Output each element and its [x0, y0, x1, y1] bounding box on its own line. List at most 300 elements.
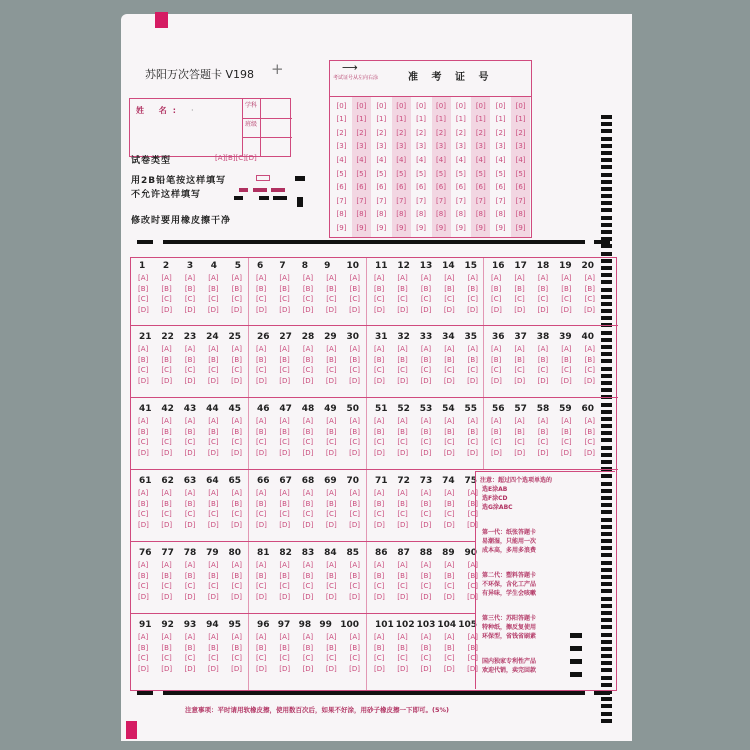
answer-bubble[interactable]: [A] — [138, 345, 149, 353]
answer-bubble[interactable]: [A] — [537, 274, 549, 282]
answer-bubble[interactable]: [A] — [444, 561, 455, 569]
answer-bubble[interactable]: [A] — [467, 417, 478, 425]
answer-bubble[interactable]: [A] — [467, 274, 478, 282]
answer-bubble[interactable]: [B] — [231, 643, 242, 652]
answer-bubble[interactable]: [C] — [302, 582, 314, 591]
answer-bubble[interactable]: [D] — [184, 376, 196, 385]
answer-bubble[interactable]: [A] — [467, 345, 478, 353]
exam-digit-bubble[interactable]: [5] — [416, 169, 427, 178]
answer-bubble[interactable]: [C] — [231, 366, 242, 375]
answer-bubble[interactable]: [C] — [420, 510, 432, 519]
answer-bubble[interactable]: [C] — [302, 295, 314, 304]
answer-bubble[interactable]: [B] — [138, 571, 149, 580]
answer-bubble[interactable]: [B] — [374, 284, 385, 293]
answer-bubble[interactable]: [A] — [161, 274, 172, 282]
answer-bubble[interactable]: [D] — [184, 305, 196, 314]
answer-bubble[interactable]: [A] — [561, 345, 572, 353]
answer-bubble[interactable]: [C] — [374, 510, 385, 519]
answer-bubble[interactable]: [A] — [256, 561, 267, 569]
answer-bubble[interactable]: [D] — [420, 376, 432, 385]
answer-bubble[interactable]: [C] — [231, 654, 242, 663]
exam-digit-bubble[interactable]: [2] — [475, 128, 486, 137]
answer-bubble[interactable]: [C] — [231, 295, 242, 304]
answer-bubble[interactable]: [A] — [231, 274, 242, 282]
answer-bubble[interactable]: [D] — [397, 376, 409, 385]
answer-bubble[interactable]: [A] — [231, 633, 242, 641]
answer-bubble[interactable]: [B] — [467, 571, 478, 580]
answer-bubble[interactable]: [C] — [397, 654, 408, 663]
answer-bubble[interactable]: [D] — [349, 376, 360, 385]
exam-digit-bubble[interactable]: [2] — [356, 128, 367, 137]
answer-bubble[interactable]: [B] — [302, 643, 314, 652]
answer-bubble[interactable]: [A] — [161, 561, 172, 569]
answer-bubble[interactable]: [D] — [514, 448, 526, 457]
answer-bubble[interactable]: [C] — [444, 366, 455, 375]
answer-bubble[interactable]: [B] — [467, 284, 478, 293]
exam-digit-bubble[interactable]: [1] — [436, 115, 446, 124]
answer-bubble[interactable]: [A] — [256, 274, 267, 282]
exam-digit-bubble[interactable]: [7] — [436, 196, 446, 205]
answer-bubble[interactable]: [C] — [208, 295, 219, 304]
answer-bubble[interactable]: [D] — [207, 305, 219, 314]
answer-bubble[interactable]: [A] — [184, 417, 196, 425]
answer-bubble[interactable]: [C] — [491, 438, 502, 447]
exam-digit-bubble[interactable]: [4] — [376, 155, 387, 164]
answer-bubble[interactable]: [C] — [326, 366, 337, 375]
answer-bubble[interactable]: [B] — [467, 355, 478, 364]
exam-digit-bubble[interactable]: [6] — [356, 183, 367, 192]
answer-bubble[interactable]: [B] — [138, 643, 149, 652]
exam-digit-bubble[interactable]: [9] — [356, 223, 367, 232]
answer-bubble[interactable]: [B] — [584, 284, 595, 293]
answer-bubble[interactable]: [B] — [326, 355, 337, 364]
answer-bubble[interactable]: [B] — [208, 355, 219, 364]
exam-digit-bubble[interactable]: [0] — [416, 101, 427, 110]
answer-bubble[interactable]: [D] — [256, 448, 267, 457]
answer-bubble[interactable]: [A] — [397, 633, 408, 641]
exam-digit-bubble[interactable]: [5] — [455, 169, 466, 178]
answer-bubble[interactable]: [A] — [256, 633, 267, 641]
answer-bubble[interactable]: [A] — [420, 417, 432, 425]
exam-digit-bubble[interactable]: [7] — [336, 196, 347, 205]
exam-digit-bubble[interactable]: [9] — [376, 223, 387, 232]
answer-bubble[interactable]: [A] — [208, 633, 219, 641]
answer-bubble[interactable]: [C] — [161, 510, 172, 519]
answer-bubble[interactable]: [D] — [467, 592, 478, 601]
answer-bubble[interactable]: [D] — [256, 520, 267, 529]
answer-bubble[interactable]: [A] — [326, 561, 337, 569]
answer-bubble[interactable]: [D] — [491, 448, 502, 457]
answer-bubble[interactable]: [A] — [444, 633, 455, 641]
answer-bubble[interactable]: [D] — [467, 664, 478, 673]
exam-digit-bubble[interactable]: [2] — [396, 128, 407, 137]
answer-bubble[interactable]: [C] — [420, 582, 432, 591]
answer-bubble[interactable]: [C] — [561, 438, 572, 447]
answer-bubble[interactable]: [D] — [279, 448, 291, 457]
exam-digit-bubble[interactable]: [3] — [515, 142, 526, 151]
answer-bubble[interactable]: [B] — [302, 571, 314, 580]
answer-bubble[interactable]: [A] — [349, 633, 360, 641]
answer-bubble[interactable]: [A] — [420, 561, 432, 569]
answer-bubble[interactable]: [B] — [374, 643, 385, 652]
exam-digit-bubble[interactable]: [7] — [495, 196, 506, 205]
answer-bubble[interactable]: [D] — [514, 305, 526, 314]
answer-bubble[interactable]: [C] — [420, 438, 432, 447]
answer-bubble[interactable]: [A] — [184, 633, 196, 641]
answer-bubble[interactable]: [A] — [302, 633, 314, 641]
exam-digit-bubble[interactable]: [6] — [515, 183, 526, 192]
exam-digit-bubble[interactable]: [8] — [515, 210, 526, 219]
answer-bubble[interactable]: [C] — [138, 438, 149, 447]
answer-bubble[interactable]: [B] — [349, 284, 360, 293]
exam-digit-bubble[interactable]: [9] — [396, 223, 407, 232]
answer-bubble[interactable]: [C] — [184, 582, 196, 591]
answer-bubble[interactable]: [A] — [349, 561, 360, 569]
answer-bubble[interactable]: [A] — [279, 345, 290, 353]
answer-bubble[interactable]: [D] — [325, 448, 337, 457]
answer-bubble[interactable]: [D] — [231, 664, 242, 673]
answer-bubble[interactable]: [A] — [302, 489, 314, 497]
answer-bubble[interactable]: [C] — [326, 654, 337, 663]
exam-digit-bubble[interactable]: [9] — [495, 223, 506, 232]
answer-bubble[interactable]: [B] — [420, 427, 432, 436]
answer-bubble[interactable]: [A] — [374, 417, 385, 425]
answer-bubble[interactable]: [D] — [279, 376, 291, 385]
exam-digit-bubble[interactable]: [4] — [356, 155, 367, 164]
exam-digit-bubble[interactable]: [3] — [455, 142, 466, 151]
answer-bubble[interactable]: [A] — [420, 633, 432, 641]
answer-bubble[interactable]: [A] — [467, 561, 478, 569]
answer-bubble[interactable]: [B] — [231, 499, 242, 508]
answer-bubble[interactable]: [D] — [443, 520, 455, 529]
answer-bubble[interactable]: [B] — [537, 284, 549, 293]
answer-bubble[interactable]: [B] — [444, 284, 455, 293]
answer-bubble[interactable]: [B] — [326, 571, 337, 580]
answer-bubble[interactable]: [C] — [256, 582, 267, 591]
exam-digit-bubble[interactable]: [9] — [336, 223, 347, 232]
answer-bubble[interactable]: [C] — [231, 438, 242, 447]
answer-bubble[interactable]: [D] — [374, 376, 385, 385]
answer-bubble[interactable]: [C] — [467, 654, 478, 663]
answer-bubble[interactable]: [C] — [138, 654, 149, 663]
answer-bubble[interactable]: [D] — [537, 448, 549, 457]
exam-digit-bubble[interactable]: [9] — [436, 223, 446, 232]
exam-digit-bubble[interactable]: [8] — [396, 210, 407, 219]
answer-bubble[interactable]: [C] — [256, 295, 267, 304]
answer-bubble[interactable]: [A] — [420, 489, 432, 497]
answer-bubble[interactable]: [B] — [231, 427, 242, 436]
answer-bubble[interactable]: [D] — [207, 592, 219, 601]
answer-bubble[interactable]: [C] — [537, 438, 549, 447]
exam-digit-bubble[interactable]: [2] — [376, 128, 387, 137]
answer-bubble[interactable]: [B] — [138, 284, 149, 293]
answer-bubble[interactable]: [B] — [161, 427, 172, 436]
answer-bubble[interactable]: [B] — [326, 284, 337, 293]
answer-bubble[interactable]: [B] — [467, 643, 478, 652]
exam-digit-bubble[interactable]: [2] — [515, 128, 526, 137]
answer-bubble[interactable]: [C] — [279, 438, 290, 447]
exam-digit-bubble[interactable]: [2] — [436, 128, 446, 137]
answer-bubble[interactable]: [C] — [279, 366, 290, 375]
answer-bubble[interactable]: [A] — [302, 561, 314, 569]
answer-bubble[interactable]: [C] — [256, 438, 267, 447]
answer-bubble[interactable]: [D] — [231, 520, 242, 529]
exam-digit-bubble[interactable]: [3] — [416, 142, 427, 151]
answer-bubble[interactable]: [D] — [184, 448, 196, 457]
answer-bubble[interactable]: [A] — [397, 489, 408, 497]
answer-bubble[interactable]: [B] — [256, 643, 267, 652]
answer-bubble[interactable]: [D] — [138, 448, 149, 457]
answer-bubble[interactable]: [C] — [279, 654, 290, 663]
answer-bubble[interactable]: [C] — [326, 438, 337, 447]
answer-bubble[interactable]: [C] — [444, 295, 455, 304]
answer-bubble[interactable]: [C] — [231, 510, 242, 519]
answer-bubble[interactable]: [B] — [349, 427, 360, 436]
answer-bubble[interactable]: [B] — [256, 284, 267, 293]
answer-bubble[interactable]: [D] — [443, 448, 455, 457]
answer-bubble[interactable]: [A] — [514, 417, 525, 425]
answer-bubble[interactable]: [B] — [138, 499, 149, 508]
answer-bubble[interactable]: [A] — [326, 274, 337, 282]
answer-bubble[interactable]: [A] — [326, 417, 337, 425]
answer-bubble[interactable]: [A] — [397, 561, 408, 569]
exam-digit-bubble[interactable]: [9] — [475, 223, 486, 232]
answer-bubble[interactable]: [A] — [514, 274, 525, 282]
answer-bubble[interactable]: [B] — [420, 643, 432, 652]
answer-bubble[interactable]: [B] — [444, 355, 455, 364]
answer-bubble[interactable]: [C] — [420, 295, 432, 304]
answer-bubble[interactable]: [D] — [256, 664, 267, 673]
answer-bubble[interactable]: [D] — [302, 520, 314, 529]
exam-digit-bubble[interactable]: [0] — [455, 101, 466, 110]
answer-bubble[interactable]: [C] — [397, 510, 408, 519]
answer-bubble[interactable]: [C] — [279, 295, 290, 304]
answer-bubble[interactable]: [A] — [302, 345, 314, 353]
answer-bubble[interactable]: [D] — [161, 664, 173, 673]
exam-digit-bubble[interactable]: [1] — [396, 115, 407, 124]
answer-bubble[interactable]: [C] — [184, 654, 196, 663]
answer-bubble[interactable]: [A] — [208, 345, 219, 353]
answer-bubble[interactable]: [A] — [279, 489, 290, 497]
answer-bubble[interactable]: [B] — [302, 499, 314, 508]
answer-bubble[interactable]: [C] — [349, 438, 360, 447]
answer-bubble[interactable]: [B] — [397, 284, 408, 293]
answer-bubble[interactable]: [C] — [467, 438, 478, 447]
answer-bubble[interactable]: [A] — [444, 417, 455, 425]
answer-bubble[interactable]: [B] — [161, 571, 172, 580]
answer-bubble[interactable]: [D] — [420, 448, 432, 457]
answer-bubble[interactable]: [B] — [374, 571, 385, 580]
answer-bubble[interactable]: [A] — [184, 561, 196, 569]
answer-bubble[interactable]: [D] — [397, 448, 409, 457]
answer-bubble[interactable]: [A] — [584, 345, 595, 353]
answer-bubble[interactable]: [B] — [537, 427, 549, 436]
answer-bubble[interactable]: [B] — [138, 355, 149, 364]
answer-bubble[interactable]: [D] — [397, 664, 409, 673]
answer-bubble[interactable]: [B] — [279, 355, 290, 364]
answer-bubble[interactable]: [C] — [420, 654, 432, 663]
answer-bubble[interactable]: [C] — [138, 510, 149, 519]
answer-bubble[interactable]: [C] — [161, 366, 172, 375]
answer-bubble[interactable]: [B] — [374, 355, 385, 364]
answer-bubble[interactable]: [B] — [561, 427, 572, 436]
answer-bubble[interactable]: [D] — [467, 448, 478, 457]
answer-bubble[interactable]: [D] — [397, 520, 409, 529]
answer-bubble[interactable]: [B] — [397, 499, 408, 508]
exam-digit-bubble[interactable]: [9] — [455, 223, 466, 232]
answer-bubble[interactable]: [A] — [256, 417, 267, 425]
answer-bubble[interactable]: [D] — [374, 305, 385, 314]
exam-digit-bubble[interactable]: [1] — [455, 115, 466, 124]
answer-bubble[interactable]: [C] — [420, 366, 432, 375]
answer-bubble[interactable]: [A] — [349, 417, 360, 425]
exam-digit-bubble[interactable]: [0] — [515, 101, 526, 110]
answer-bubble[interactable]: [B] — [279, 499, 290, 508]
answer-bubble[interactable]: [C] — [374, 438, 385, 447]
exam-digit-bubble[interactable]: [3] — [396, 142, 407, 151]
answer-bubble[interactable]: [A] — [491, 417, 502, 425]
answer-bubble[interactable]: [A] — [302, 417, 314, 425]
answer-bubble[interactable]: [A] — [208, 274, 219, 282]
exam-digit-bubble[interactable]: [9] — [515, 223, 526, 232]
answer-bubble[interactable]: [C] — [514, 366, 525, 375]
answer-bubble[interactable]: [A] — [326, 345, 337, 353]
answer-bubble[interactable]: [C] — [467, 366, 478, 375]
answer-bubble[interactable]: [A] — [208, 417, 219, 425]
answer-bubble[interactable]: [C] — [467, 295, 478, 304]
exam-digit-bubble[interactable]: [7] — [416, 196, 427, 205]
exam-digit-bubble[interactable]: [6] — [376, 183, 387, 192]
exam-digit-bubble[interactable]: [6] — [416, 183, 427, 192]
answer-bubble[interactable]: [D] — [514, 376, 526, 385]
answer-bubble[interactable]: [D] — [207, 664, 219, 673]
answer-bubble[interactable]: [A] — [184, 489, 196, 497]
answer-bubble[interactable]: [C] — [584, 438, 595, 447]
answer-bubble[interactable]: [D] — [161, 520, 173, 529]
answer-bubble[interactable]: [B] — [208, 284, 219, 293]
exam-digit-bubble[interactable]: [7] — [455, 196, 466, 205]
answer-bubble[interactable]: [A] — [138, 417, 149, 425]
answer-bubble[interactable]: [A] — [397, 417, 408, 425]
answer-bubble[interactable]: [B] — [584, 427, 595, 436]
answer-bubble[interactable]: [B] — [374, 499, 385, 508]
exam-digit-bubble[interactable]: [8] — [356, 210, 367, 219]
exam-digit-bubble[interactable]: [2] — [336, 128, 347, 137]
answer-bubble[interactable]: [C] — [138, 295, 149, 304]
exam-digit-bubble[interactable]: [5] — [436, 169, 446, 178]
answer-bubble[interactable]: [B] — [302, 427, 314, 436]
answer-bubble[interactable]: [D] — [207, 520, 219, 529]
exam-digit-bubble[interactable]: [3] — [356, 142, 367, 151]
answer-bubble[interactable]: [D] — [325, 520, 337, 529]
exam-digit-bubble[interactable]: [5] — [356, 169, 367, 178]
exam-digit-bubble[interactable]: [0] — [436, 101, 446, 110]
exam-digit-bubble[interactable]: [8] — [376, 210, 387, 219]
answer-bubble[interactable]: [C] — [491, 366, 502, 375]
answer-bubble[interactable]: [B] — [256, 355, 267, 364]
answer-bubble[interactable]: [D] — [302, 305, 314, 314]
answer-bubble[interactable]: [B] — [208, 427, 219, 436]
exam-digit-bubble[interactable]: [3] — [475, 142, 486, 151]
exam-digit-bubble[interactable]: [0] — [376, 101, 387, 110]
answer-bubble[interactable]: [B] — [184, 571, 196, 580]
answer-bubble[interactable]: [B] — [208, 643, 219, 652]
answer-bubble[interactable]: [B] — [279, 284, 290, 293]
answer-bubble[interactable]: [B] — [161, 284, 172, 293]
answer-bubble[interactable]: [B] — [279, 571, 290, 580]
answer-bubble[interactable]: [B] — [161, 643, 172, 652]
exam-digit-bubble[interactable]: [1] — [336, 115, 347, 124]
answer-bubble[interactable]: [A] — [491, 345, 502, 353]
answer-bubble[interactable]: [B] — [256, 499, 267, 508]
answer-bubble[interactable]: [C] — [514, 295, 525, 304]
answer-bubble[interactable]: [C] — [349, 582, 360, 591]
answer-bubble[interactable]: [D] — [584, 448, 595, 457]
answer-bubble[interactable]: [D] — [138, 520, 149, 529]
answer-bubble[interactable]: [C] — [302, 366, 314, 375]
answer-bubble[interactable]: [B] — [161, 355, 172, 364]
answer-bubble[interactable]: [A] — [537, 345, 549, 353]
answer-bubble[interactable]: [D] — [374, 448, 385, 457]
answer-bubble[interactable]: [D] — [138, 376, 149, 385]
answer-bubble[interactable]: [A] — [444, 274, 455, 282]
answer-bubble[interactable]: [B] — [444, 643, 455, 652]
answer-bubble[interactable]: [D] — [325, 305, 337, 314]
answer-bubble[interactable]: [D] — [302, 448, 314, 457]
exam-digit-bubble[interactable]: [1] — [515, 115, 526, 124]
answer-bubble[interactable]: [D] — [467, 376, 478, 385]
exam-digit-bubble[interactable]: [8] — [436, 210, 446, 219]
exam-digit-bubble[interactable]: [3] — [376, 142, 387, 151]
answer-bubble[interactable]: [D] — [374, 664, 385, 673]
answer-bubble[interactable]: [C] — [326, 582, 337, 591]
answer-bubble[interactable]: [D] — [302, 376, 314, 385]
answer-bubble[interactable]: [C] — [256, 510, 267, 519]
answer-bubble[interactable]: [D] — [279, 664, 291, 673]
answer-bubble[interactable]: [A] — [397, 345, 408, 353]
answer-bubble[interactable]: [D] — [443, 592, 455, 601]
answer-bubble[interactable]: [C] — [302, 654, 314, 663]
answer-bubble[interactable]: [B] — [302, 355, 314, 364]
exam-digit-bubble[interactable]: [7] — [396, 196, 407, 205]
answer-bubble[interactable]: [A] — [161, 489, 172, 497]
answer-bubble[interactable]: [C] — [138, 582, 149, 591]
answer-bubble[interactable]: [A] — [256, 489, 267, 497]
answer-bubble[interactable]: [C] — [138, 366, 149, 375]
answer-bubble[interactable]: [B] — [326, 499, 337, 508]
answer-bubble[interactable]: [A] — [326, 489, 337, 497]
answer-bubble[interactable]: [C] — [161, 654, 172, 663]
answer-bubble[interactable]: [B] — [397, 355, 408, 364]
answer-bubble[interactable]: [C] — [349, 295, 360, 304]
answer-bubble[interactable]: [C] — [374, 295, 385, 304]
answer-bubble[interactable]: [C] — [537, 366, 549, 375]
answer-bubble[interactable]: [A] — [161, 345, 172, 353]
exam-digit-bubble[interactable]: [3] — [336, 142, 347, 151]
answer-bubble[interactable]: [A] — [491, 274, 502, 282]
answer-bubble[interactable]: [C] — [491, 295, 502, 304]
answer-bubble[interactable]: [B] — [208, 571, 219, 580]
exam-digit-bubble[interactable]: [4] — [495, 155, 506, 164]
answer-bubble[interactable]: [A] — [279, 417, 290, 425]
answer-bubble[interactable]: [C] — [467, 582, 478, 591]
answer-bubble[interactable]: [A] — [349, 489, 360, 497]
answer-bubble[interactable]: [B] — [444, 427, 455, 436]
answer-bubble[interactable]: [C] — [184, 366, 196, 375]
exam-digit-bubble[interactable]: [4] — [396, 155, 407, 164]
exam-digit-bubble[interactable]: [5] — [475, 169, 486, 178]
answer-bubble[interactable]: [D] — [279, 305, 291, 314]
